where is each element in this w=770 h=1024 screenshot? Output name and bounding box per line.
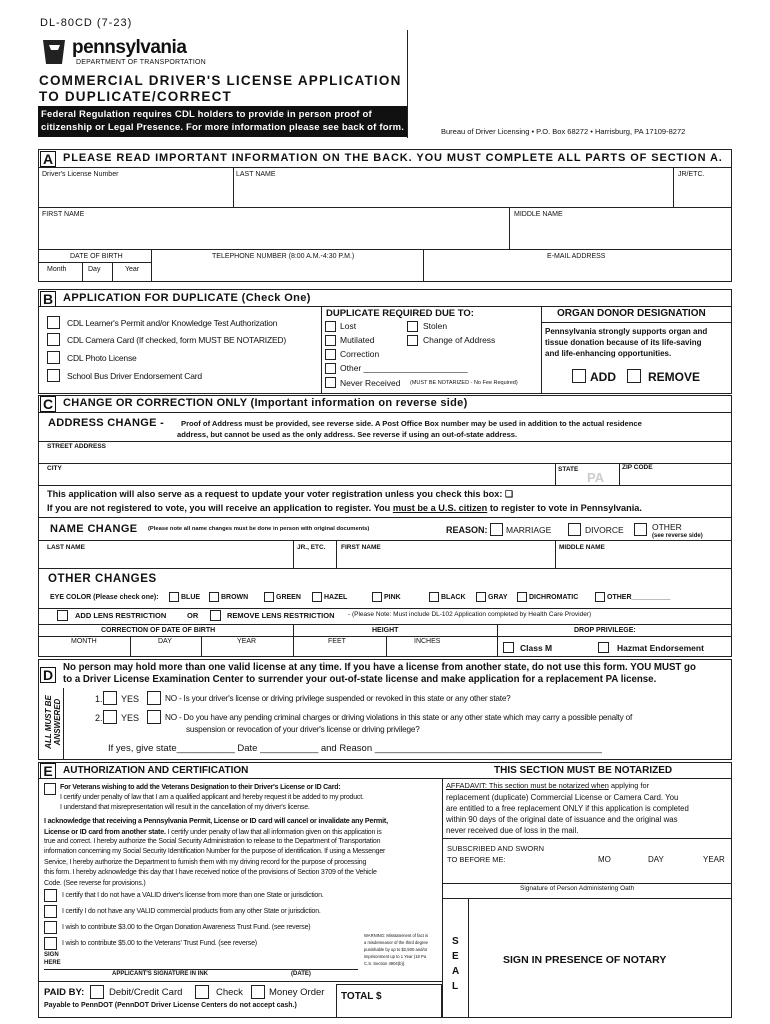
section-c-letter: C bbox=[40, 396, 56, 412]
organ-text-2: tissue donation because of its life-saving bbox=[545, 338, 702, 347]
q2-question-2: suspension or revocation of your driver's license or driving privilege? bbox=[186, 725, 420, 734]
eye-color-option: BLUE bbox=[181, 594, 201, 601]
here-label: HERE bbox=[44, 960, 61, 966]
warning-3: punishable by up to $2,500 and/or bbox=[364, 947, 428, 952]
dob-month-label: Month bbox=[47, 266, 67, 273]
change-address-checkbox[interactable] bbox=[407, 335, 418, 346]
dob-day-label: Day bbox=[88, 266, 101, 273]
nc-first-label: FIRST NAME bbox=[341, 544, 381, 551]
check-label: Check bbox=[216, 987, 243, 998]
ack-line-1: I acknowledge that receiving a Pennsylvania Permit, License or ID card will cancel or invalidate any Permit, bbox=[44, 816, 388, 825]
section-e-header: AUTHORIZATION AND CERTIFICATION bbox=[63, 765, 249, 776]
form-id: DL-80CD (7-23) bbox=[40, 17, 133, 29]
total-label: TOTAL $ bbox=[341, 991, 382, 1002]
agency-state: pennsylvania bbox=[72, 37, 187, 58]
drop-privilege-label: DROP PRIVILEGE: bbox=[574, 627, 636, 634]
lost-label: Lost bbox=[340, 321, 357, 331]
eye-blue-checkbox[interactable] bbox=[169, 592, 179, 602]
nc-middle-label: MIDDLE NAME bbox=[559, 544, 605, 551]
section-a-header: PLEASE READ IMPORTANT INFORMATION ON THE BACK. YOU MUST COMPLETE ALL PARTS OF SECTION A. bbox=[63, 152, 723, 164]
seal-e: E bbox=[452, 951, 459, 962]
q1-question: NO - Is your driver's license or driving privilege suspended or revoked in this state or any other state? bbox=[165, 694, 511, 703]
section-d-line-1: No person may hold more than one valid license at any time. If you have a license from another state, do not use this form. YOU MUST go bbox=[63, 662, 696, 673]
q2-number: 2. bbox=[95, 713, 103, 723]
eye-black-checkbox[interactable] bbox=[429, 592, 439, 602]
q2-yes-label: YES bbox=[121, 713, 140, 723]
email-label: E-MAIL ADDRESS bbox=[547, 253, 606, 260]
nc-last-label: LAST NAME bbox=[47, 544, 85, 551]
certify-2-label: I certify I do not have any VALID commercial products from any other State or jurisdiction. bbox=[62, 908, 321, 915]
phone-field[interactable] bbox=[154, 263, 420, 281]
zip-field[interactable] bbox=[622, 473, 730, 484]
auth-body-1: true and correct. I hereby authorize the Social Security Administration to release to the Department of Transportation bbox=[44, 838, 381, 845]
warning-4: imprisonment up to 1 Year (18 Pa bbox=[364, 954, 427, 959]
address-note-1: Proof of Address must be provided, see reverse side. A Post Office Box number may be used in addition to the actual residence bbox=[181, 419, 642, 428]
q2-question-1: NO - Do you have any pending criminal charges or driving violations in this state or any other state which may carry a possible penalty of bbox=[165, 713, 633, 722]
money-order-checkbox[interactable] bbox=[251, 985, 265, 999]
ack-line-2: License or ID card from another state. I certify under penalty of law that all information given on this application is bbox=[44, 827, 382, 836]
seal-l: L bbox=[452, 981, 459, 992]
if-yes-line: If yes, give state___________ Date ___________ and Reason ___________________________________________ bbox=[108, 743, 602, 754]
affidavit-line-5: never received due of loss in the mail. bbox=[446, 826, 579, 835]
voter-line-1: This application will also serve as a request to update your voter registration unless you check this box: ❑ bbox=[47, 489, 514, 499]
jr-label: JR/ETC. bbox=[678, 171, 705, 178]
section-d-letter: D bbox=[40, 667, 56, 683]
other-reason-label: OTHER bbox=[652, 522, 682, 532]
eye-color-option: DICHROMATIC bbox=[529, 594, 579, 601]
applicant-signature-field[interactable] bbox=[72, 952, 357, 968]
veterans-fund-label: I wish to contribute $5.00 to the Veterans' Trust Fund. (see reverse) bbox=[62, 940, 257, 947]
add-lens-checkbox[interactable] bbox=[57, 610, 68, 621]
auth-body-4: this form. I hereby acknowledge this day that I have received notice of the provisions of Section 3709 of the Vehicle bbox=[44, 869, 377, 876]
section-c-header: CHANGE OR CORRECTION ONLY (Important information on reverse side) bbox=[63, 397, 468, 409]
sign-label: SIGN bbox=[44, 952, 59, 958]
remove-lens-label: REMOVE LENS RESTRICTION bbox=[227, 611, 335, 620]
height-label: HEIGHT bbox=[372, 627, 399, 634]
other-reason-checkbox[interactable] bbox=[634, 523, 647, 536]
eye-hazel-checkbox[interactable] bbox=[312, 592, 322, 602]
organ-text-1: Pennsylvania strongly supports organ and bbox=[545, 327, 708, 336]
eye-brown-checkbox[interactable] bbox=[209, 592, 219, 602]
last-name-field[interactable] bbox=[236, 180, 670, 205]
last-name-label: LAST NAME bbox=[236, 171, 276, 178]
address-change-title: ADDRESS CHANGE - bbox=[48, 417, 165, 429]
notary-day-label: DAY bbox=[648, 855, 664, 864]
marriage-label: MARRIAGE bbox=[506, 525, 552, 535]
cdl-photo-checkbox[interactable] bbox=[47, 351, 60, 364]
subscribed-label: SUBSCRIBED AND SWORN bbox=[447, 844, 545, 853]
eye-color-option: OTHER__________ bbox=[607, 594, 671, 601]
school-bus-label: School Bus Driver Endorsement Card bbox=[67, 371, 202, 381]
remove-lens-checkbox[interactable] bbox=[210, 610, 221, 621]
money-order-label: Money Order bbox=[269, 987, 325, 998]
organ-donor-title: ORGAN DONOR DESIGNATION bbox=[557, 308, 706, 319]
organ-remove-checkbox[interactable] bbox=[627, 369, 641, 383]
notary-mo-label: MO bbox=[598, 855, 611, 864]
cdl-camera-checkbox[interactable] bbox=[47, 333, 60, 346]
section-d-line-2: to a Driver License Examination Center to surrender your out-of-state license and make application for a replacement PA license. bbox=[63, 674, 657, 685]
zip-label: ZIP CODE bbox=[622, 464, 653, 471]
section-b-header: APPLICATION FOR DUPLICATE (Check One) bbox=[63, 292, 311, 304]
state-label: STATE bbox=[558, 466, 579, 473]
dob-year-label: Year bbox=[125, 266, 140, 273]
q1-number: 1. bbox=[95, 694, 103, 704]
mutilated-label: Mutilated bbox=[340, 335, 375, 345]
form-title-1: COMMERCIAL DRIVER'S LICENSE APPLICATION bbox=[39, 73, 402, 88]
city-field[interactable] bbox=[40, 474, 552, 484]
notary-signature-field[interactable] bbox=[446, 866, 728, 882]
auth-body-3: Service, I hereby authorize the Department to furnish them with my driving record for the purpose of processing bbox=[44, 859, 367, 866]
corr-month-label: MONTH bbox=[71, 638, 97, 645]
see-reverse-note: (see reverse side) bbox=[652, 533, 703, 539]
other-dup-label: Other ______________________ bbox=[340, 363, 468, 373]
first-name-label: FIRST NAME bbox=[42, 211, 85, 218]
section-e-letter: E bbox=[40, 763, 56, 779]
seal-a: A bbox=[452, 966, 460, 977]
total-field[interactable] bbox=[395, 988, 439, 1014]
email-field[interactable] bbox=[426, 263, 730, 281]
organ-remove-label: REMOVE bbox=[648, 370, 701, 384]
name-change-note: (Please note all name changes must be done in person with original documents) bbox=[148, 526, 370, 532]
cdl-camera-label: CDL Camera Card (If checked, form MUST BE NOTARIZED) bbox=[67, 335, 286, 345]
notarized-header: THIS SECTION MUST BE NOTARIZED bbox=[494, 765, 673, 776]
veterans-fund-checkbox[interactable] bbox=[44, 937, 57, 950]
certify-2-checkbox[interactable] bbox=[44, 905, 57, 918]
notary-year-label: YEAR bbox=[703, 855, 725, 864]
eye-other-checkbox[interactable] bbox=[595, 592, 605, 602]
organ-fund-label: I wish to contribute $3.00 to the Organ Donation Awareness Trust Fund. (see reverse) bbox=[62, 924, 311, 931]
cdl-permit-checkbox[interactable] bbox=[47, 316, 60, 329]
divorce-checkbox[interactable] bbox=[568, 523, 581, 536]
eye-color-option: BROWN bbox=[221, 594, 249, 601]
eye-green-checkbox[interactable] bbox=[264, 592, 274, 602]
affidavit-line-4: within 90 days of the original date of issuance and the original was bbox=[446, 815, 678, 824]
hazmat-label: Hazmat Endorsement bbox=[617, 643, 704, 653]
auth-body-5: Code. (See reverse for provisions.) bbox=[44, 880, 146, 887]
corr-day-label: DAY bbox=[158, 638, 172, 645]
notary-signature-label: Signature of Person Administering Oath bbox=[520, 885, 635, 892]
eye-color-label: EYE COLOR (Please check one): bbox=[50, 594, 159, 601]
eye-pink-checkbox[interactable] bbox=[372, 592, 382, 602]
nc-jr-label: JR., ETC. bbox=[297, 544, 326, 551]
jr-field[interactable] bbox=[676, 180, 730, 205]
lens-note: - (Please Note: Must include DL-102 Application completed by Health Care Provider) bbox=[348, 611, 592, 618]
before-me-label: TO BEFORE ME: bbox=[447, 855, 506, 864]
affidavit-line-1: AFFADAVIT: This section must be notarized when applying for bbox=[446, 781, 650, 790]
debit-label: Debit/Credit Card bbox=[109, 987, 183, 998]
street-field[interactable] bbox=[40, 452, 730, 462]
section-b-letter: B bbox=[40, 291, 56, 307]
q2-no-checkbox[interactable] bbox=[147, 710, 161, 724]
hazmat-checkbox[interactable] bbox=[598, 642, 609, 653]
class-m-checkbox[interactable] bbox=[503, 642, 514, 653]
never-received-note: (MUST BE NOTARIZED - No Fee Required) bbox=[410, 380, 518, 386]
veteran-text-2: I understand that misrepresentation will result in the cancellation of my driver's license. bbox=[60, 804, 310, 811]
eye-color-option: GRAY bbox=[488, 594, 508, 601]
keystone-logo bbox=[40, 37, 68, 67]
dob-label: DATE OF BIRTH bbox=[70, 253, 123, 260]
eye-dichromatic-checkbox[interactable] bbox=[517, 592, 527, 602]
stolen-label: Stolen bbox=[423, 321, 448, 331]
certify-1-checkbox[interactable] bbox=[44, 889, 57, 902]
organ-add-checkbox[interactable] bbox=[572, 369, 586, 383]
eye-color-option: HAZEL bbox=[324, 594, 348, 601]
city-label: CITY bbox=[47, 465, 62, 472]
debit-checkbox[interactable] bbox=[90, 985, 104, 999]
cdl-permit-label: CDL Learner's Permit and/or Knowledge Test Authorization bbox=[67, 318, 278, 328]
lost-checkbox[interactable] bbox=[325, 321, 336, 332]
mutilated-checkbox[interactable] bbox=[325, 335, 336, 346]
school-bus-checkbox[interactable] bbox=[47, 369, 60, 382]
never-received-label: Never Received bbox=[340, 378, 401, 388]
organ-text-3: and life-enhancing opportunities. bbox=[545, 349, 672, 358]
notice-line-1: Federal Regulation requires CDL holders to provide in person proof of bbox=[41, 109, 372, 120]
applicant-signature-label: APPLICANT'S SIGNATURE IN INK bbox=[112, 971, 208, 977]
paid-by-label: PAID BY: bbox=[44, 987, 85, 998]
other-changes-title: OTHER CHANGES bbox=[48, 573, 157, 585]
correction-label: Correction bbox=[340, 349, 380, 359]
date-label: (DATE) bbox=[291, 971, 311, 977]
bureau-address: Bureau of Driver Licensing • P.O. Box 68272 • Harrisburg, PA 17109-8272 bbox=[441, 127, 686, 136]
address-note-2: address, but cannot be used as the only address. See reverse if using an out-of-state address. bbox=[177, 430, 518, 439]
correction-checkbox[interactable] bbox=[325, 349, 336, 360]
agency-dept: DEPARTMENT OF TRANSPORTATION bbox=[76, 59, 206, 66]
sign-presence-notary: SIGN IN PRESENCE OF NOTARY bbox=[503, 954, 667, 966]
phone-label: TELEPHONE NUMBER (8:00 A.M.-4:30 P.M.) bbox=[212, 253, 355, 260]
veteran-title: For Veterans wishing to add the Veterans Designation to their Driver's License or ID Card: bbox=[60, 784, 341, 791]
veteran-checkbox[interactable] bbox=[44, 783, 56, 795]
divorce-label: DIVORCE bbox=[585, 525, 624, 535]
section-a-letter: A bbox=[40, 151, 56, 167]
warning-2: a misdemeanor of the third degree bbox=[364, 940, 429, 945]
stolen-checkbox[interactable] bbox=[407, 321, 418, 332]
q1-yes-label: YES bbox=[121, 694, 140, 704]
other-dup-checkbox[interactable] bbox=[325, 363, 336, 374]
seal-s: S bbox=[452, 936, 459, 947]
add-lens-label: ADD LENS RESTRICTION bbox=[75, 611, 167, 620]
never-received-checkbox[interactable] bbox=[325, 377, 336, 388]
affidavit-line-2: replacement (duplicate) Commercial License or Camera Card. You bbox=[446, 793, 679, 802]
voter-line-2: If you are not registered to vote, you will receive an application to register. You must be a U.S. citizen to register to vote in Pennsylvania. bbox=[47, 503, 642, 513]
reason-label: REASON: bbox=[446, 525, 488, 535]
middle-name-field[interactable] bbox=[512, 220, 730, 247]
corr-year-label: YEAR bbox=[237, 638, 257, 645]
eye-gray-checkbox[interactable] bbox=[476, 592, 486, 602]
eye-color-option: PINK bbox=[384, 594, 401, 601]
warning-1: WARNING: Misstatement of fact is bbox=[364, 933, 429, 938]
street-label: STREET ADDRESS bbox=[47, 443, 106, 450]
payable-note: Payable to PennDOT (PennDOT Driver License Centers do not accept cash.) bbox=[44, 1002, 297, 1009]
marriage-checkbox[interactable] bbox=[490, 523, 503, 536]
notice-line-2: citizenship or Legal Presence. For more information please see back of form. bbox=[41, 122, 405, 133]
auth-body-2: information concerning my Social Security Identification Number for the purpose of identification. If using a Messenger bbox=[44, 848, 386, 855]
q1-no-checkbox[interactable] bbox=[147, 691, 161, 705]
all-must-be-answered: ALL MUST BE ANSWERED bbox=[44, 695, 62, 749]
change-address-label: Change of Address bbox=[423, 335, 496, 345]
eye-color-option: GREEN bbox=[276, 594, 301, 601]
check-checkbox[interactable] bbox=[195, 985, 209, 999]
feet-label: FEET bbox=[328, 638, 346, 645]
affidavit-line-3: are entitled to a free replacement ONLY if this application is completed bbox=[446, 804, 689, 813]
middle-name-label: MIDDLE NAME bbox=[514, 211, 563, 218]
q2-yes-checkbox[interactable] bbox=[103, 710, 117, 724]
eye-color-option: BLACK bbox=[441, 594, 466, 601]
name-change-title: NAME CHANGE bbox=[50, 523, 138, 535]
certify-1-label: I certify that I do not have a VALID driver's license from more than one State or jurisdiction. bbox=[62, 892, 324, 899]
lens-or: OR bbox=[187, 611, 199, 620]
state-value: PA bbox=[587, 470, 605, 485]
veteran-text-1: I certify under penalty of law that I am a qualified applicant and hereby request it be added to my product. bbox=[60, 794, 364, 801]
dl-number-label: Driver's License Number bbox=[42, 171, 119, 178]
dl-number-field[interactable] bbox=[40, 180, 230, 205]
organ-add-label: ADD bbox=[590, 370, 616, 384]
q1-yes-checkbox[interactable] bbox=[103, 691, 117, 705]
first-name-field[interactable] bbox=[40, 220, 506, 247]
organ-fund-checkbox[interactable] bbox=[44, 921, 57, 934]
dup-reason-title: DUPLICATE REQUIRED DUE TO: bbox=[326, 308, 474, 319]
class-m-label: Class M bbox=[520, 643, 553, 653]
dob-correction-label: CORRECTION OF DATE OF BIRTH bbox=[101, 627, 216, 634]
inches-label: INCHES bbox=[414, 638, 441, 645]
form-title-2: TO DUPLICATE/CORRECT bbox=[39, 89, 233, 104]
cdl-photo-label: CDL Photo License bbox=[67, 353, 137, 363]
warning-5: C.S. Section 4904(b)). bbox=[364, 961, 406, 966]
